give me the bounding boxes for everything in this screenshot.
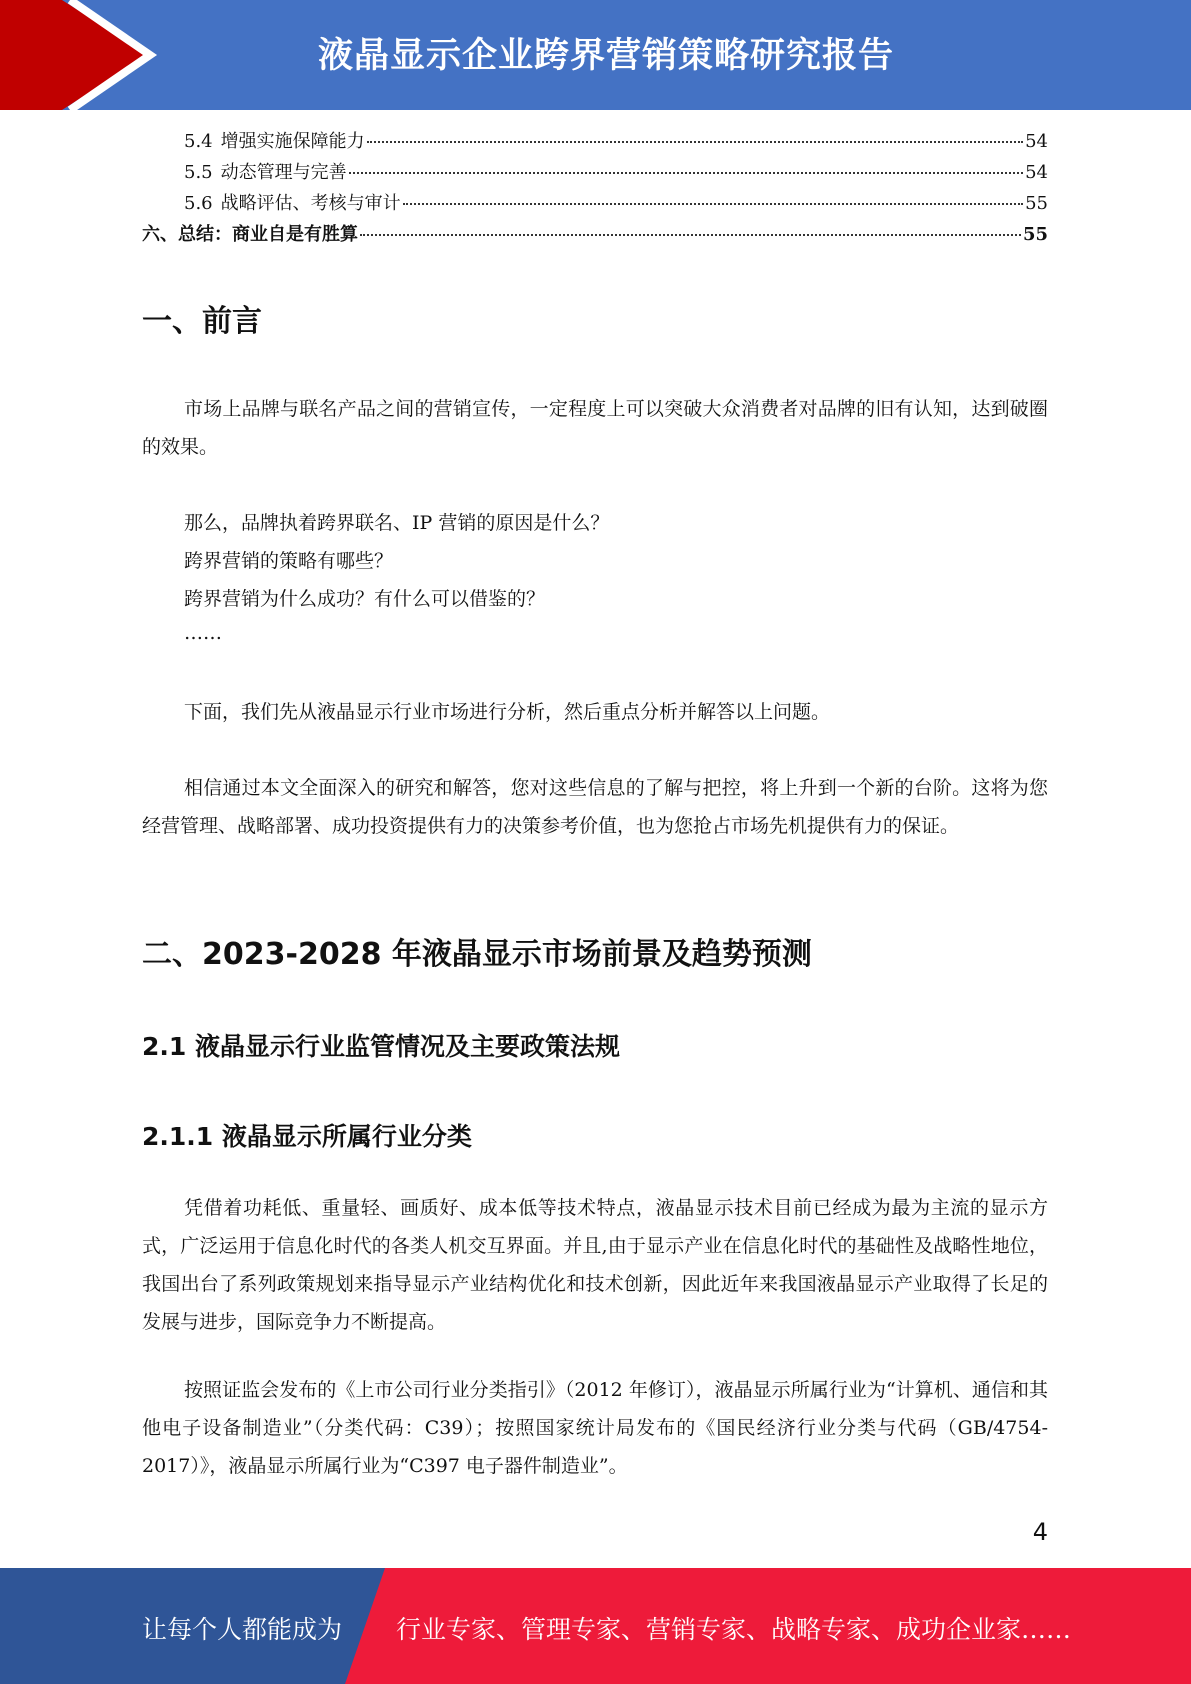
page-number: 4 [1032, 1518, 1048, 1546]
subsection-heading: 2.1 液晶显示行业监管情况及主要政策法规 [142, 1032, 620, 1061]
ellipsis-line: …… [184, 622, 222, 644]
header-arrow-icon [0, 0, 160, 110]
table-of-contents [142, 127, 1048, 251]
paragraph: 按照证监会发布的《上市公司行业分类指引》（2012 年修订），液晶显示所属行业为“计算机、通信和其他电子设备制造业”（分类代码：C39）；按照国家统计局发布的《国民经济行业分类与代码（GB/4754-2017）》，液晶显示所属行业为“C397 电子器件制造业”。 [142, 1379, 1048, 1477]
toc-leader [403, 203, 1023, 205]
section-heading-preface: 一、前言 [142, 304, 262, 339]
page-header [0, 0, 1191, 110]
report-title: 液晶显示企业跨界营销策略研究报告 [318, 36, 895, 76]
paragraph: 相信通过本文全面深入的研究和解答，您对这些信息的了解与把控，将上升到一个新的台阶。这将为您经营管理、战略部署、成功投资提供有力的决策参考价值，也为您抢占市场先机提供有力的保证。 [142, 777, 1048, 837]
paragraph: 下面，我们先从液晶显示行业市场进行分析，然后重点分析并解答以上问题。 [184, 701, 831, 723]
toc-item-page: 54 [1025, 162, 1048, 183]
page-footer [0, 1568, 1191, 1684]
question-line: 跨界营销为什么成功？有什么可以借鉴的？ [184, 588, 546, 610]
paragraph: 市场上品牌与联名产品之间的营销宣传，一定程度上可以突破大众消费者对品牌的旧有认知，达到破圈的效果。 [142, 398, 1048, 458]
toc-item-number: 5.4 [184, 131, 213, 152]
question-line: 跨界营销的策略有哪些？ [184, 550, 394, 572]
toc-item-label: 增强实施保障能力 [220, 131, 365, 152]
toc-item-number: 5.6 [184, 193, 213, 214]
toc-item-label: 动态管理与完善 [220, 162, 347, 183]
toc-item[interactable] [142, 220, 1048, 251]
toc-item-number: 5.5 [184, 162, 213, 183]
toc-item[interactable] [142, 158, 1048, 189]
footer-slogan-right: 行业专家、管理专家、营销专家、战略专家、成功企业家…… [396, 1615, 1072, 1644]
toc-item[interactable] [142, 127, 1048, 158]
toc-item-label: 六、总结：商业自是有胜算 [142, 224, 358, 245]
paragraph: 凭借着功耗低、重量轻、画质好、成本低等技术特点，液晶显示技术目前已经成为最为主流的显示方式，广泛运用于信息化时代的各类人机交互界面。并且,由于显示产业在信息化时代的基础性及战略性地位，我国出台了系列政策规划来指导显示产业结构优化和技术创新，因此近年来我国液晶显示产业取得了长足的发展与进步，国际竞争力不断提高。 [142, 1197, 1048, 1333]
toc-leader [349, 172, 1023, 174]
toc-leader [360, 234, 1021, 236]
footer-slogan-left: 让每个人都能成为 [142, 1615, 343, 1644]
subsection-heading: 2.1.1 液晶显示所属行业分类 [142, 1122, 472, 1151]
toc-item[interactable] [142, 189, 1048, 220]
toc-item-page: 55 [1022, 224, 1048, 245]
section-heading-forecast: 二、2023-2028 年液晶显示市场前景及趋势预测 [142, 937, 812, 972]
toc-leader [367, 141, 1023, 143]
toc-item-page: 55 [1025, 193, 1048, 214]
question-line: 那么，品牌执着跨界联名、IP 营销的原因是什么？ [184, 512, 610, 534]
toc-item-label: 战略评估、考核与审计 [220, 193, 401, 214]
toc-item-page: 54 [1025, 131, 1048, 152]
